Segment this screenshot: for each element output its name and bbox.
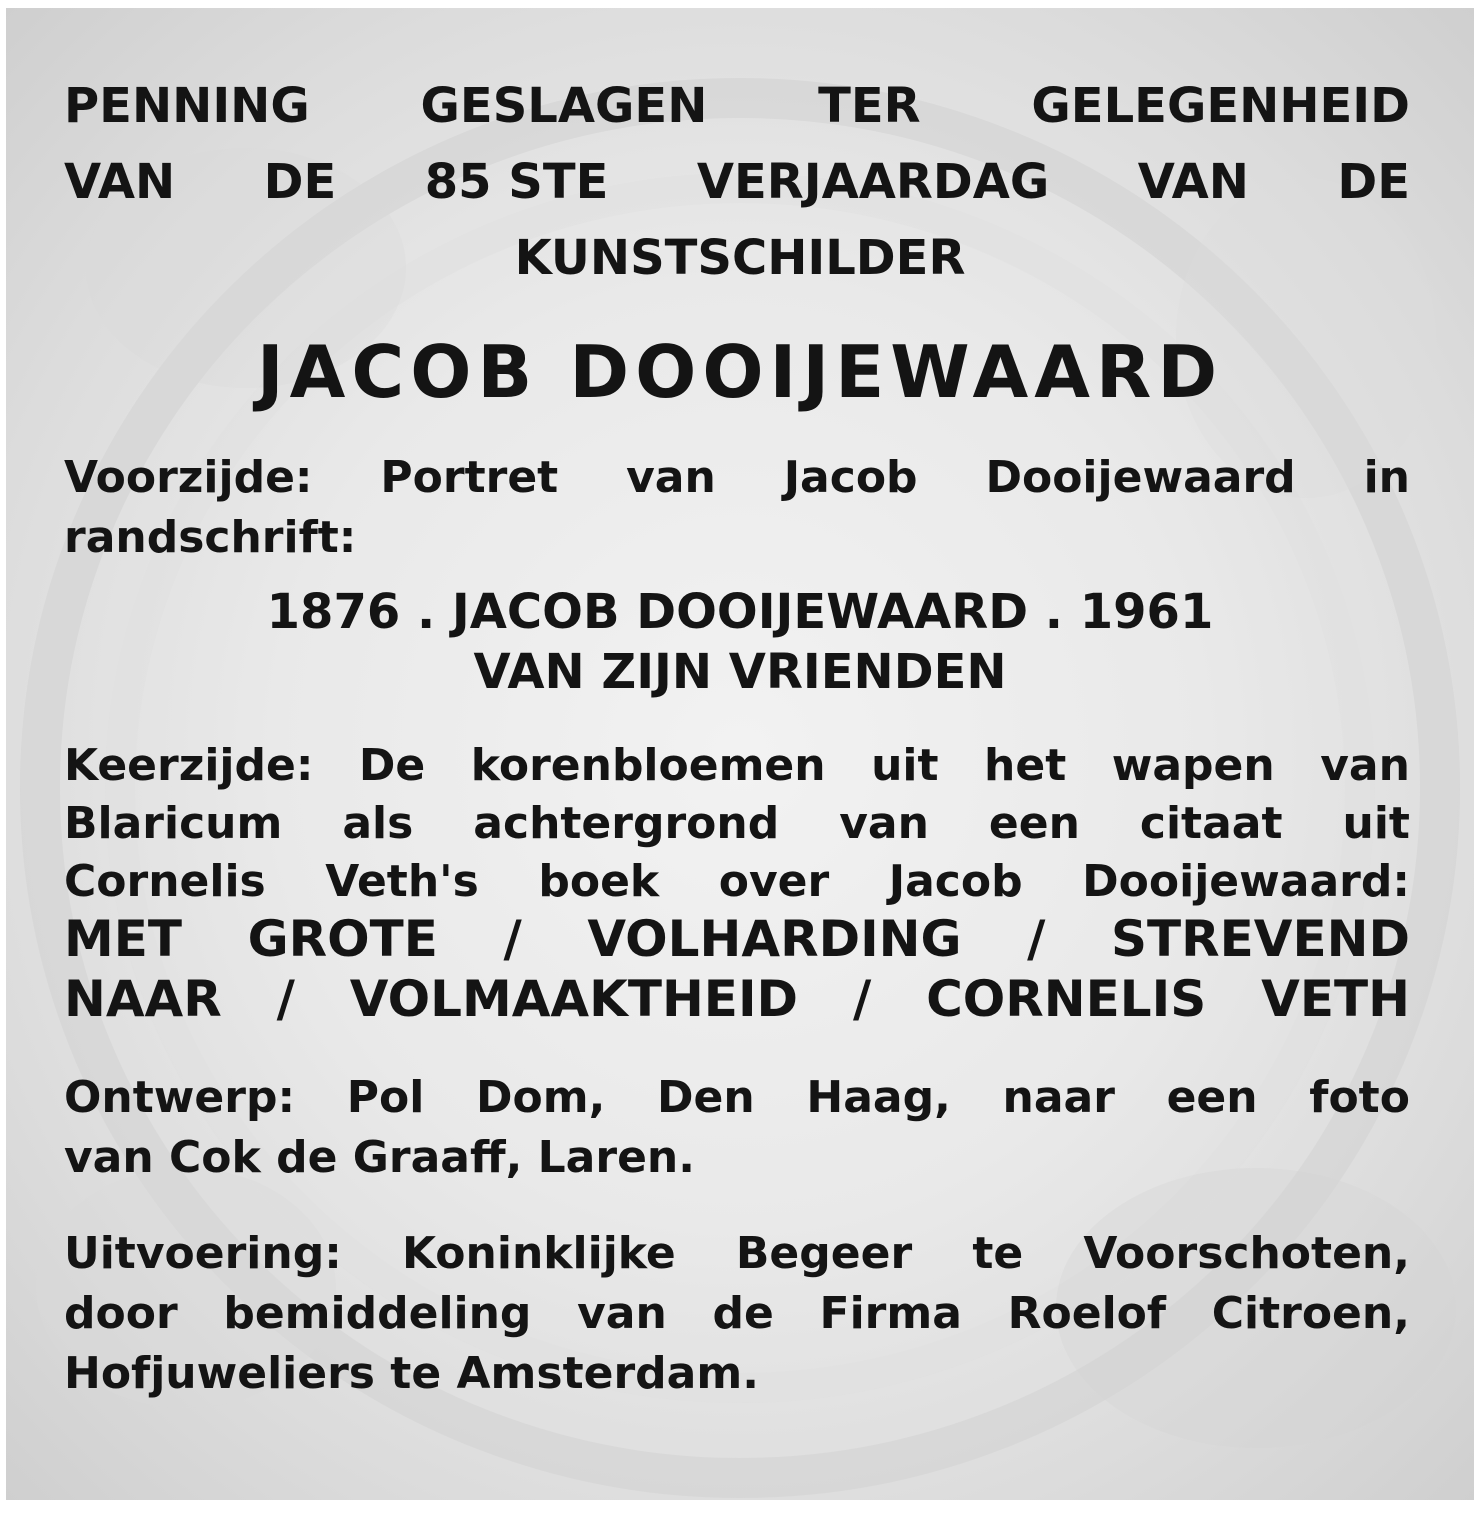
- keerzijde-word: als: [342, 798, 414, 849]
- keerzijde-word: citaat: [1139, 798, 1283, 849]
- keerzijde-word: het: [984, 740, 1067, 791]
- keerzijde-word: Veth's: [325, 856, 479, 907]
- keerzijde-word: Blaricum: [64, 798, 283, 849]
- name-title: JACOB DOOIJEWAARD: [256, 330, 1224, 414]
- ontwerp-word: een: [1166, 1072, 1258, 1123]
- uitvoering-word: Begeer: [735, 1228, 913, 1279]
- quote-word: STREVEND: [1110, 910, 1410, 968]
- uitvoering-word: Uitvoering:: [64, 1228, 342, 1279]
- uitvoering-word: Roelof: [1007, 1288, 1167, 1339]
- heading-word: GESLAGEN: [420, 78, 708, 134]
- uitvoering-word: Citroen,: [1211, 1288, 1410, 1339]
- uitvoering-word: te: [972, 1228, 1024, 1279]
- keerzijde-word: uit: [871, 740, 939, 791]
- quote-word: VETH: [1261, 970, 1410, 1028]
- heading-line-2: [64, 154, 1410, 210]
- voorzijde-line-1: [64, 452, 1410, 503]
- ontwerp-line-2: van Cok de Graaff, Laren.: [64, 1132, 695, 1183]
- keerzijde-word: achtergrond: [473, 798, 780, 849]
- uitvoering-word: van: [577, 1288, 667, 1339]
- keerzijde-word: Keerzijde:: [64, 740, 314, 791]
- keerzijde-word: uit: [1342, 798, 1410, 849]
- uitvoering-word: de: [712, 1288, 774, 1339]
- keerzijde-word: Jacob: [888, 856, 1023, 907]
- voorzijde-word: Jacob: [783, 452, 918, 503]
- keerzijde-word: boek: [538, 856, 660, 907]
- ontwerp-word: Dom,: [475, 1072, 606, 1123]
- quote-word: CORNELIS: [926, 970, 1207, 1028]
- ontwerp-word: naar: [1002, 1072, 1115, 1123]
- ontwerp-line-1: [64, 1072, 1410, 1123]
- quote-word: /: [276, 970, 295, 1028]
- heading-word: DE: [1337, 154, 1410, 210]
- voorzijde-word: Portret: [380, 452, 559, 503]
- heading-word: GELEGENHEID: [1031, 78, 1410, 134]
- quote-word: NAAR: [64, 970, 222, 1028]
- heading-word: VAN: [1137, 154, 1249, 210]
- heading-word: 85 STE: [424, 154, 609, 210]
- keerzijde-word: Dooijewaard:: [1082, 856, 1410, 907]
- quote-word: VOLHARDING: [587, 910, 962, 968]
- voorzijde-word: Voorzijde:: [64, 452, 313, 503]
- keerzijde-word: Cornelis: [64, 856, 266, 907]
- keerzijde-line-3: [64, 856, 1410, 907]
- inscription-line-2: VAN ZIJN VRIENDEN: [473, 644, 1007, 700]
- keerzijde-word: een: [988, 798, 1080, 849]
- quote-word: /: [1027, 910, 1046, 968]
- inscription-line-1: 1876 . JACOB DOOIJEWAARD . 1961: [266, 584, 1214, 640]
- uitvoering-word: Voorschoten,: [1083, 1228, 1410, 1279]
- keerzijde-word: wapen: [1111, 740, 1275, 791]
- keerzijde-word: korenbloemen: [470, 740, 826, 791]
- uitvoering-word: Firma: [819, 1288, 962, 1339]
- quote-word: VOLMAAKTHEID: [349, 970, 799, 1028]
- uitvoering-word: Koninklijke: [401, 1228, 676, 1279]
- voorzijde-word: in: [1363, 452, 1410, 503]
- voorzijde-word: Dooijewaard: [985, 452, 1296, 503]
- heading-word: TER: [818, 78, 921, 134]
- ontwerp-word: foto: [1309, 1072, 1410, 1123]
- ontwerp-word: Ontwerp:: [64, 1072, 296, 1123]
- quote-word: GROTE: [247, 910, 438, 968]
- medal-description-card: [6, 8, 1474, 1500]
- voorzijde-word: van: [626, 452, 716, 503]
- uitvoering-line-3: Hofjuweliers te Amsterdam.: [64, 1348, 759, 1399]
- heading-line-3: KUNSTSCHILDER: [514, 230, 966, 286]
- uitvoering-line-1: [64, 1228, 1410, 1279]
- uitvoering-word: bemiddeling: [223, 1288, 532, 1339]
- uitvoering-word: door: [64, 1288, 178, 1339]
- voorzijde-line-2: randschrift:: [64, 512, 357, 563]
- keerzijde-word: van: [1320, 740, 1410, 791]
- quote-line-2: [64, 970, 1410, 1028]
- ontwerp-word: Pol: [346, 1072, 425, 1123]
- heading-word: PENNING: [64, 78, 310, 134]
- quote-word: /: [503, 910, 522, 968]
- keerzijde-word: over: [718, 856, 830, 907]
- quote-word: /: [852, 970, 872, 1028]
- keerzijde-line-2: [64, 798, 1410, 849]
- keerzijde-line-1: [64, 740, 1410, 791]
- ontwerp-word: Den: [657, 1072, 755, 1123]
- quote-word: MET: [64, 910, 183, 968]
- heading-word: VERJAARDAG: [696, 154, 1050, 210]
- ontwerp-word: Haag,: [806, 1072, 951, 1123]
- keerzijde-word: van: [839, 798, 929, 849]
- uitvoering-line-2: [64, 1288, 1410, 1339]
- keerzijde-word: De: [358, 740, 426, 791]
- heading-line-1: [64, 78, 1410, 134]
- heading-word: DE: [263, 154, 337, 210]
- heading-word: VAN: [64, 154, 176, 210]
- quote-line-1: [64, 910, 1410, 968]
